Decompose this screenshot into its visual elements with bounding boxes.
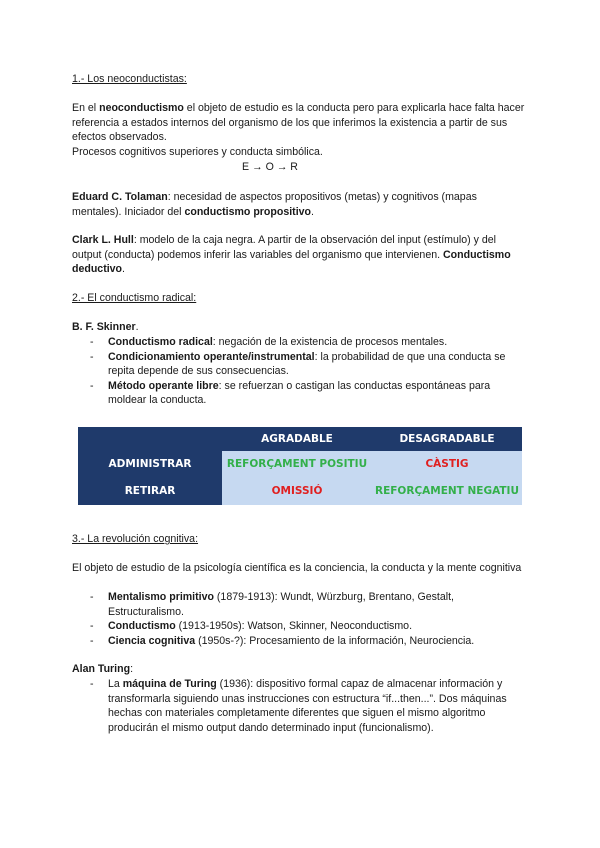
list-item: - Conductismo (1913-1950s): Watson, Skinner, Neoconductismo. <box>72 619 528 634</box>
cell-omissio: OMISSIÓ <box>222 478 372 505</box>
row-header-administrar: ADMINISTRAR <box>78 451 222 478</box>
cognitiva-intro: El objeto de estudio de la psicología científica es la conciencia, la conducta y la mente cognitiva <box>72 562 522 574</box>
list-item: - Condicionamiento operante/instrumental: la probabilidad de que una conducta se repita depende de sus consecuencias. <box>72 350 528 379</box>
procesos-line: Procesos cognitivos superiores y conducta simbólica. <box>72 146 323 158</box>
cell-reforcament-positiu: REFORÇAMENT POSITIU <box>222 451 372 478</box>
cognitiva-list <box>72 590 528 648</box>
turing-heading: Alan Turing: <box>72 663 134 675</box>
neoconductismo-paragraph: En el neoconductismo el objeto de estudio es la conducta pero para explicarla hace falta hacer referencia a estados internos del organismo de los que inferimos la existencia a partir de sus efectos observados. <box>72 102 525 144</box>
table-corner <box>78 427 222 451</box>
hull-paragraph: Clark L. Hull: modelo de la caja negra. A partir de la observación del input (estímulo) y del output (conducta) podemos inferir las variables del organismo que intervienen. Conductismo deductivo. <box>72 234 511 276</box>
list-item: - Conductismo radical: negación de la existencia de procesos mentales. <box>72 335 528 350</box>
col-header-desagradable: DESAGRADABLE <box>372 427 522 451</box>
skinner-heading: B. F. Skinner. <box>72 321 139 333</box>
cell-reforcament-negatiu: REFORÇAMENT NEGATIU <box>372 478 522 505</box>
section-2-heading: 2.- El conductismo radical: <box>72 292 197 304</box>
table-header-row <box>78 427 522 451</box>
list-item: - La máquina de Turing (1936): dispositivo formal capaz de almacenar información y transformarla siguiendo unas instrucciones con estructura “if...then...”. Dos máquinas hechas con materiales completamente diferentes que siguen el mismo algoritmo producirán el mismo output dando determinado input (funcionalismo). <box>72 677 528 735</box>
skinner-list <box>72 335 528 408</box>
row-header-retirar: RETIRAR <box>78 478 222 505</box>
reinforcement-table <box>78 427 522 505</box>
list-item: - Método operante libre: se refuerzan o castigan las conductas espontáneas para moldear la conducta. <box>72 379 528 408</box>
section-3-heading: 3.- La revolución cognitiva: <box>72 533 199 545</box>
col-header-agradable: AGRADABLE <box>222 427 372 451</box>
list-item: - Ciencia cognitiva (1950s-?): Procesamiento de la información, Neurociencia. <box>72 634 528 649</box>
table-row <box>78 451 522 478</box>
section-1-heading: 1.- Los neoconductistas: <box>72 73 187 85</box>
cell-castig: CÀSTIG <box>372 451 522 478</box>
formula: E → O → R <box>242 161 298 173</box>
list-item: - Mentalismo primitivo (1879-1913): Wundt, Würzburg, Brentano, Gestalt, Estructuralismo. <box>72 590 528 619</box>
table-row <box>78 478 522 505</box>
turing-list <box>72 677 528 735</box>
tolman-paragraph: Eduard C. Tolaman: necesidad de aspectos propositivos (metas) y cognitivos (mapas mentales). Iniciador del conductismo propositivo. <box>72 191 477 218</box>
